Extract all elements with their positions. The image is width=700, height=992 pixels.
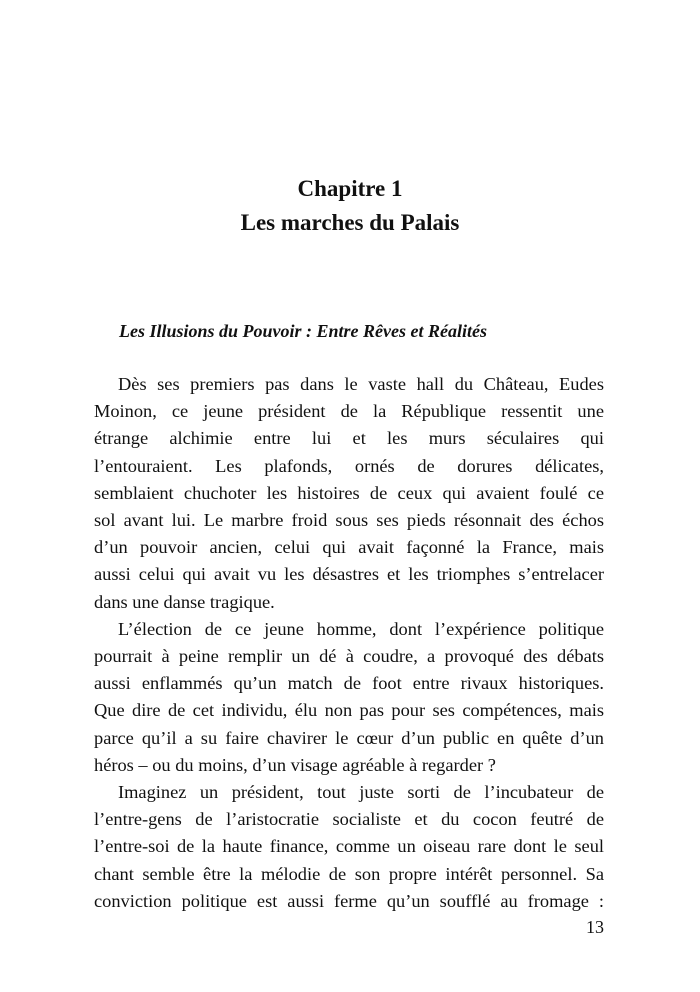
text-line: étrange alchimie entre lui et les murs séculaires qui <box>94 428 604 449</box>
text-line: parce qu’il a su faire chavirer le cœur d’un public en quête d’un <box>94 727 604 748</box>
text-line: sol avant lui. Le marbre froid sous ses pieds résonnait des échos <box>94 510 604 531</box>
text-line: pourrait à peine remplir un dé à coudre, a provoqué des débats <box>94 646 604 667</box>
paragraph-1 <box>94 371 604 616</box>
chapter-title: Les marches du Palais <box>240 210 460 235</box>
text-line: dans une danse tragique. <box>94 591 275 612</box>
text-line: aussi enflammés qu’un match de foot entre rivaux historiques. <box>94 673 604 694</box>
text-line: d’un pouvoir ancien, celui qui avait façonné la France, mais <box>94 537 604 558</box>
text-line: Que dire de cet individu, élu non pas pour ses compétences, mais <box>94 700 604 721</box>
text-line: héros – ou du moins, d’un visage agréable à regarder ? <box>94 754 496 775</box>
text-line: l’entre-gens de l’aristocratie socialiste et du cocon feutré de <box>94 809 604 830</box>
page-number: 13 <box>586 917 604 937</box>
text-line: Imaginez un président, tout juste sorti de l’incubateur de <box>118 782 604 803</box>
text-line: semblaient chuchoter les histoires de ceux qui avaient foulé ce <box>94 482 604 503</box>
chapter-number: Chapitre 1 <box>297 176 403 201</box>
paragraph-2 <box>94 616 604 779</box>
text-line: aussi celui qui avait vu les désastres et les triomphes s’entrelacer <box>94 564 604 585</box>
text-line: conviction politique est aussi ferme qu’un soufflé au fromage : <box>94 890 604 911</box>
paragraph-3 <box>94 779 604 915</box>
section-title: Les Illusions du Pouvoir : Entre Rêves et Réalités <box>119 321 488 341</box>
chapter-heading <box>0 172 700 240</box>
text-line: l’entre-soi de la haute finance, comme un oiseau rare dont le seul <box>94 836 604 857</box>
text-line: Moinon, ce jeune président de la République ressentit une <box>94 401 604 422</box>
text-line: Dès ses premiers pas dans le vaste hall du Château, Eudes <box>118 374 604 394</box>
text-line: chant semble être la mélodie de son propre intérêt personnel. Sa <box>94 863 604 884</box>
text-line: l’entouraient. Les plafonds, ornés de dorures délicates, <box>94 455 604 476</box>
body-text <box>94 371 604 915</box>
text-line: L’élection de ce jeune homme, dont l’expérience politique <box>118 618 604 639</box>
